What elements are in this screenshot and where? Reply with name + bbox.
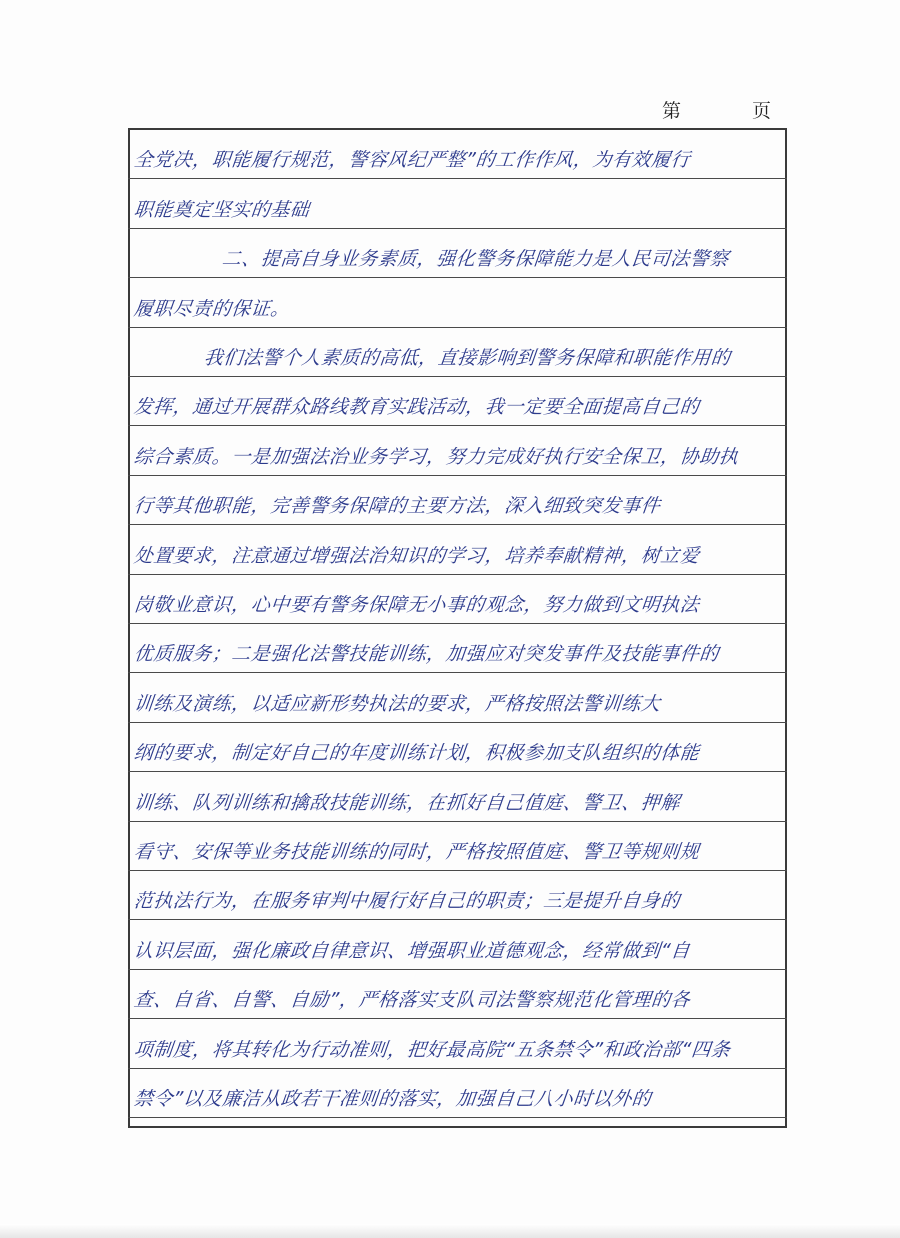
handwritten-text-line: 看守、安保等业务技能训练的同时，严格按照值庭、警卫等规则规: [132, 840, 701, 863]
handwritten-text-line: 发挥，通过开展群众路线教育实践活动，我一定要全面提高自己的: [132, 396, 701, 419]
handwritten-text-line: 职能奠定坚实的基础: [132, 198, 311, 221]
ruled-line: [128, 822, 787, 871]
ruled-line: [128, 1069, 787, 1118]
handwritten-text-line: 行等其他职能，完善警务保障的主要方法，深入细致突发事件: [132, 495, 662, 518]
ruled-line: [128, 278, 787, 327]
handwritten-text-line: 禁令”以及廉洁从政若干准则的落实，加强自己八小时以外的: [132, 1087, 653, 1110]
handwritten-text-line: 二、提高自身业务素质，强化警务保障能力是人民司法警察: [220, 248, 731, 271]
ruled-line: [128, 377, 787, 426]
handwritten-text-line: 我们法警个人素质的高低，直接影响到警务保障和职能作用的: [202, 346, 732, 369]
ruled-line: [128, 871, 787, 920]
handwritten-text-line: 处置要求，注意通过增强法治知识的学习，培养奉献精神，树立爱: [132, 544, 701, 567]
handwritten-text-line: 岗敬业意识，心中要有警务保障无小事的观念，努力做到文明执法: [132, 593, 701, 616]
ruled-line: [128, 575, 787, 624]
handwritten-text-line: 优质服务；二是强化法警技能训练，加强应对突发事件及技能事件的: [132, 643, 721, 666]
handwritten-text-line: 查、自省、自警、自励”，严格落实支队司法警察规范化管理的各: [132, 989, 692, 1012]
handwritten-text-line: 纲的要求，制定好自己的年度训练计划，积极参加支队组织的体能: [132, 742, 701, 765]
scan-bottom-edge: [0, 1224, 900, 1238]
ruled-line: [128, 772, 787, 821]
ruled-line: [128, 1019, 787, 1068]
ruled-line: [128, 525, 787, 574]
ruled-line: [128, 970, 787, 1019]
ruled-line: [128, 920, 787, 969]
ruled-line: [128, 130, 787, 179]
handwritten-text-line: 综合素质。一是加强法治业务学习，努力完成好执行安全保卫，协助执: [132, 445, 740, 468]
handwritten-text-line: 认识层面，强化廉政自律意识、增强职业道德观念，经常做到“自: [132, 939, 692, 962]
ruled-line: [128, 179, 787, 228]
handwritten-text-line: 范执法行为，在服务审判中履行好自己的职责；三是提升自身的: [132, 890, 682, 913]
ruled-line: [128, 723, 787, 772]
ruled-line: [128, 673, 787, 722]
handwritten-text-line: 项制度，将其转化为行动准则，把好最高院“五条禁令”和政治部“四条: [132, 1038, 732, 1061]
ruled-line: [128, 229, 787, 278]
ruled-line: [128, 426, 787, 475]
handwritten-text-line: 训练、队列训练和擒敌技能训练，在抓好自己值庭、警卫、押解: [132, 791, 682, 814]
ruled-line: [128, 328, 787, 377]
handwritten-text-line: 履职尽责的保证。: [132, 297, 292, 320]
handwritten-text-line: 全党决，职能履行规范，警容风纪严整”的工作作风，为有效履行: [132, 149, 692, 172]
page-number-label-ye: 页: [752, 100, 773, 122]
ruled-line: [128, 624, 787, 673]
handwritten-text-line: 训练及演练，以适应新形势执法的要求，严格按照法警训练大: [132, 692, 662, 715]
page-number-label-di: 第: [662, 100, 683, 122]
ruled-line: [128, 476, 787, 525]
